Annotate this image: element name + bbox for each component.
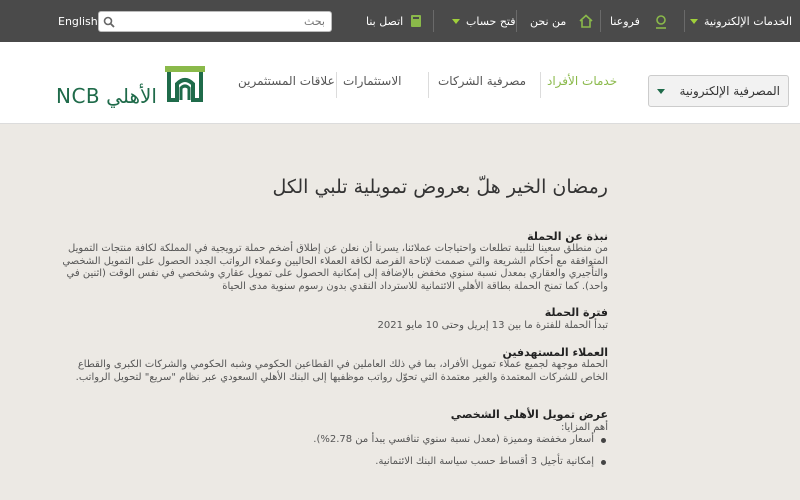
chevron-down-icon — [690, 19, 698, 24]
chevron-down-icon — [452, 19, 460, 24]
divider — [428, 72, 429, 98]
ncb-logo[interactable] — [56, 64, 207, 108]
e-services-label: الخدمات الإلكترونية — [704, 14, 793, 28]
ebanking-label: المصرفية الإلكترونية — [679, 84, 780, 98]
logo-text: NCB — [56, 84, 101, 108]
language-label: English — [58, 14, 98, 28]
main-content — [0, 124, 800, 500]
chevron-down-icon — [657, 89, 665, 94]
language-link[interactable] — [58, 0, 98, 42]
divider — [684, 10, 685, 32]
section-heading: فترة الحملة — [544, 306, 608, 319]
section-body: من منطلق سعينا لتلبية تطلعات واحتياجات عملائنا، يسرنا أن نعلن عن إطلاق أضخم حملة ترويجية في المملكة لكافة منتجات التمويل المتوافقة مع أحكام الشريعة والتي صممت لإتاحة الفرصة لكافة العملاء الحاليين وعملاء الرواتب الجدد الحصول على التمويل الشخصي والتأجيري والعقاري بمعدل نسبة سنوي مخفض بالإضافة إلى إمكانية الحصول على تمويل عقاري وشخصي في نفس الوقت (اثنين في واحد). كما تمنح الحملة بطاقة الأهلي الائتمانية للاسترداد النقدي بدون رسوم سنوية مدى الحياة — [62, 243, 608, 292]
about-link[interactable] — [530, 0, 592, 42]
ebanking-dropdown[interactable] — [648, 75, 789, 107]
open-account-label: فتح حساب — [466, 14, 516, 28]
branches-link[interactable] — [610, 0, 668, 42]
section-subheading: أهم المزايا: — [561, 422, 608, 433]
nav-individual-services[interactable]: خدمات الأفراد — [547, 74, 618, 88]
main-header — [0, 42, 800, 124]
divider — [516, 10, 517, 32]
location-pin-icon — [654, 14, 668, 28]
section-body: الحملة موجهة لجميع عملاء تمويل الأفراد، بما في ذلك العاملين في القطاعين الحكومي وشبه الحكومي والشركات الكبرى والقطاع الخاص للشركات المعتمدة والغير معتمدة التي تحوّل رواتب موظفيها إلى البنك الأهلي السعودي عبر نظام "سريع" لتحويل الرواتب. — [75, 359, 608, 383]
section-heading: العملاء المستهدفين — [502, 346, 608, 359]
page-title: رمضان الخير هلّ بعروض تمويلية تلبي الكل — [272, 176, 608, 198]
section-heading: نبذة عن الحملة — [527, 230, 608, 243]
open-account-menu[interactable] — [452, 0, 516, 42]
logo-arabic-text: الأهلي — [106, 84, 157, 108]
nav-corporate-banking[interactable]: مصرفية الشركات — [438, 74, 527, 88]
palm-emblem-icon — [163, 64, 207, 108]
benefits-list — [208, 429, 608, 473]
top-bar — [0, 0, 800, 42]
contact-label: اتصل بنا — [366, 14, 404, 28]
section-heading: عرض تمويل الأهلي الشخصي — [450, 408, 608, 421]
list-item: أسعار مخفضة ومميزة (معدل نسبة سنوي تنافسي يبدأ من 2.78%). — [208, 429, 608, 451]
nav-investments[interactable]: الاستثمارات — [343, 74, 402, 88]
home-icon — [578, 14, 592, 28]
search-input[interactable] — [119, 13, 331, 31]
divider — [433, 10, 434, 32]
contact-link[interactable] — [366, 0, 423, 42]
about-label: من نحن — [530, 14, 567, 28]
section-body: تبدأ الحملة للفترة ما بين 13 إبريل وحتى 10 مايو 2021 — [377, 320, 608, 331]
search-box — [98, 11, 332, 32]
divider — [600, 10, 601, 32]
branches-label: فروعنا — [610, 14, 640, 28]
nav-investor-relations[interactable]: علاقات المستثمرين — [238, 74, 335, 88]
phone-book-icon — [409, 14, 423, 28]
divider — [336, 72, 337, 98]
e-services-menu[interactable] — [690, 0, 792, 42]
divider — [540, 72, 541, 98]
list-item: إمكانية تأجيل 3 أقساط حسب سياسة البنك الائتمانية. — [208, 451, 608, 473]
search-icon[interactable] — [99, 16, 119, 28]
